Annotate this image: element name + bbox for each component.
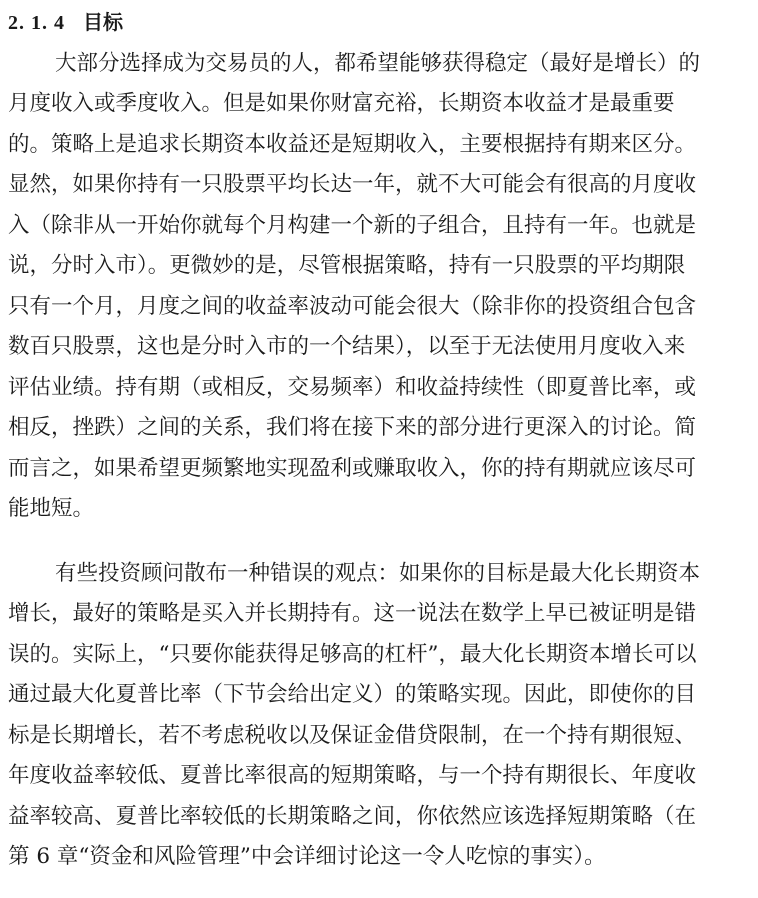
text-line: 第 6 章“资金和风险管理”中会详细讨论这一令人吃惊的事实）。 [8, 844, 606, 869]
text-line: 相反，挫跌）之间的关系，我们将在接下来的部分进行更深入的讨论。简 [8, 415, 697, 440]
text-line: 通过最大化夏普比率（下节会给出定义）的策略实现。因此，即使你的目 [8, 682, 697, 707]
text-line: 标是长期增长，若不考虑税收以及保证金借贷限制，在一个持有期很短、 [8, 723, 697, 748]
section-title: 目标 [83, 10, 123, 34]
section-heading [8, 6, 123, 38]
text-line: 年度收益率较低、夏普比率很高的短期策略，与一个持有期很长、年度收 [8, 763, 697, 788]
text-line: 只有一个月，月度之间的收益率波动可能会很大（除非你的投资组合包含 [8, 294, 697, 319]
text-line: 而言之，如果希望更频繁地实现盈利或赚取收入，你的持有期就应该尽可 [8, 456, 697, 481]
text-line: 有些投资顾问散布一种错误的观点：如果你的目标是最大化长期资本 [55, 561, 701, 586]
text-line: 数百只股票，这也是分时入市的一个结果），以至于无法使用月度收入来 [8, 334, 686, 359]
text-line: 益率较高、夏普比率较低的长期策略之间，你依然应该选择短期策略（在 [8, 804, 697, 829]
section-number: 2. 1. 4 [8, 12, 65, 34]
text-line: 大部分选择成为交易员的人，都希望能够获得稳定（最好是增长）的 [55, 51, 701, 76]
text-line: 误的。实际上，“只要你能获得足够高的杠杆”，最大化长期资本增长可以 [8, 642, 697, 667]
text-line: 入（除非从一开始你就每个月构建一个新的子组合，且持有一年。也就是 [8, 213, 697, 238]
text-line: 显然，如果你持有一只股票平均长达一年，就不大可能会有很高的月度收 [8, 172, 697, 197]
text-line: 评估业绩。持有期（或相反，交易频率）和收益持续性（即夏普比率，或 [8, 375, 697, 400]
text-line: 能地短。 [8, 496, 95, 521]
text-line: 说，分时入市）。更微妙的是，尽管根据策略，持有一只股票的平均期限 [8, 253, 686, 278]
text-line: 增长，最好的策略是买入并长期持有。这一说法在数学上早已被证明是错 [8, 601, 697, 626]
text-line: 月度收入或季度收入。但是如果你财富充裕，长期资本收益才是最重要 [8, 91, 675, 116]
text-line: 的。策略上是追求长期资本收益还是短期收入，主要根据持有期来区分。 [8, 132, 697, 157]
